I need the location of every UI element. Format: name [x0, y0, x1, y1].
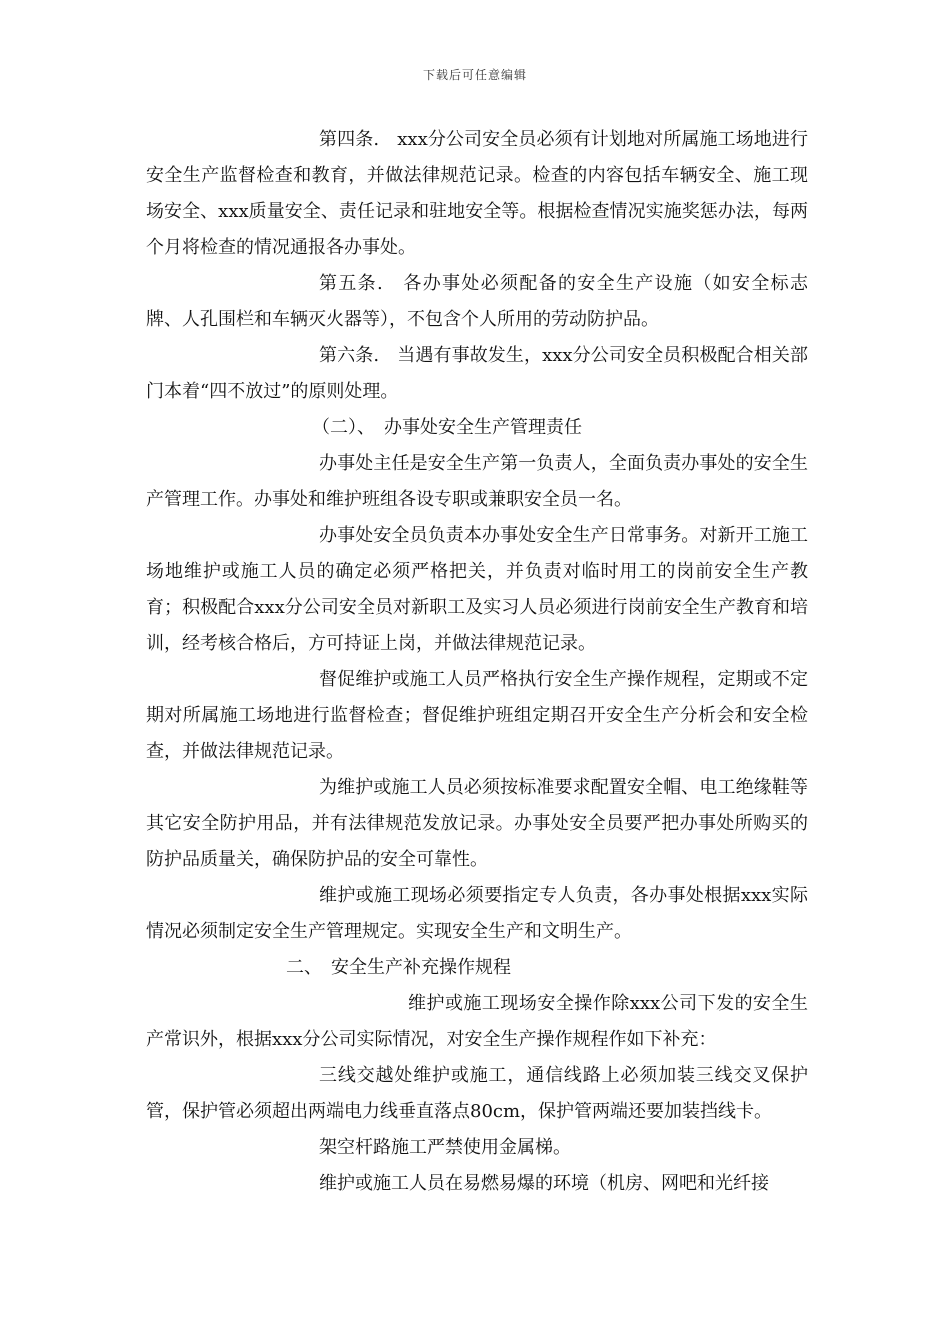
protective-gear-paragraph: 为维护或施工人员必须按标准要求配置安全帽、电工绝缘鞋等其它安全防护用品，并有法律规范发放记录。办事处安全员要严把办事处所购买的防护品质量关，确保防护品的安全可靠性。 — [146, 777, 808, 870]
metal-ladder-paragraph: 架空杆路施工严禁使用金属梯。 — [319, 1137, 571, 1158]
document-body — [146, 122, 808, 1202]
section-heading-office-safety: （二）、 办事处安全生产管理责任 — [312, 417, 582, 438]
section-heading-operating-rules: 二、 安全生产补充操作规程 — [286, 957, 511, 978]
power-line-crossing-paragraph: 三线交越处维护或施工，通信线路上必须加装三线交叉保护管，保护管必须超出两端电力线垂直落点80cm，保护管两端还要加装挡线卡。 — [146, 1065, 808, 1122]
flammable-environment-paragraph: 维护或施工人员在易燃易爆的环境（机房、网吧和光纤接 — [319, 1173, 769, 1194]
article-6-paragraph: 第六条. 当遇有事故发生，xxx分公司安全员积极配合相关部门本着“四不放过”的原则处理。 — [146, 345, 808, 402]
supervision-paragraph: 督促维护或施工人员严格执行安全生产操作规程，定期或不定期对所属施工场地进行监督检查；督促维护班组定期召开安全生产分析会和安全检查，并做法律规范记录。 — [146, 669, 808, 762]
article-4-paragraph: 第四条. xxx分公司安全员必须有计划地对所属施工场地进行安全生产监督检查和教育，并做法律规范记录。检查的内容包括车辆安全、施工现场安全、xxx质量安全、责任记录和驻地安全等。根据检查情况实施奖惩办法，每两个月将检查的情况通报各办事处。 — [146, 129, 808, 258]
office-director-paragraph: 办事处主任是安全生产第一负责人，全面负责办事处的安全生产管理工作。办事处和维护班组各设专职或兼职安全员一名。 — [146, 453, 808, 510]
article-5-paragraph: 第五条. 各办事处必须配备的安全生产设施（如安全标志牌、人孔围栏和车辆灭火器等），不包含个人所用的劳动防护品。 — [146, 273, 808, 330]
site-responsibility-paragraph: 维护或施工现场必须要指定专人负责，各办事处根据xxx实际情况必须制定安全生产管理规定。实现安全生产和文明生产。 — [146, 885, 808, 942]
operating-rules-intro-paragraph: 维护或施工现场安全操作除xxx公司下发的安全生产常识外，根据xxx分公司实际情况，对安全生产操作规程作如下补充： — [146, 993, 808, 1050]
safety-officer-paragraph: 办事处安全员负责本办事处安全生产日常事务。对新开工施工场地维护或施工人员的确定必须严格把关，并负责对临时用工的岗前安全生产教育；积极配合xxx分公司安全员对新职工及实习人员必须进行岗前安全生产教育和培训，经考核合格后，方可持证上岗，并做法律规范记录。 — [146, 525, 808, 654]
page-header-note: 下载后可任意编辑 — [422, 68, 527, 82]
